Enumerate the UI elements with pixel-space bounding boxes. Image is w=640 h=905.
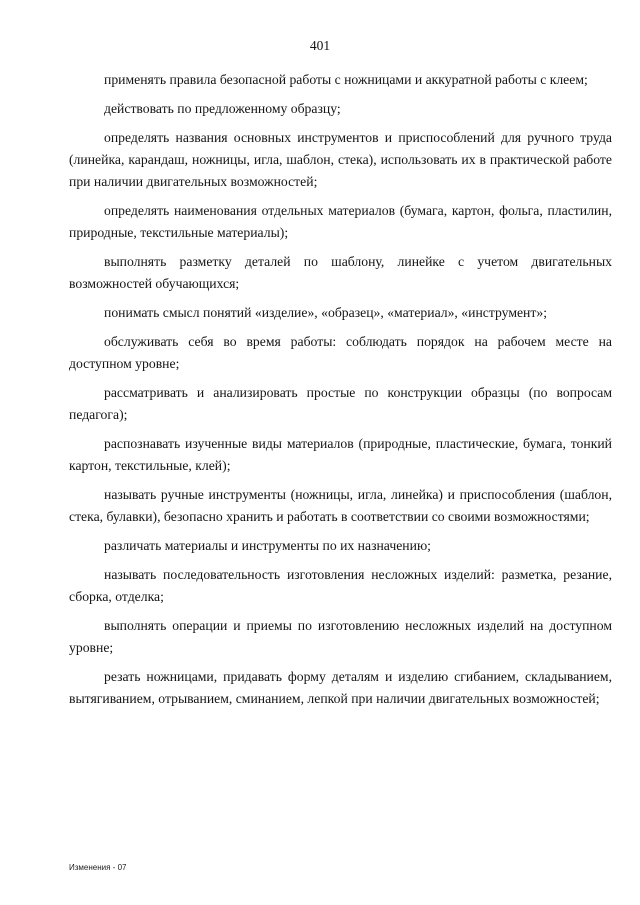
paragraph: различать материалы и инструменты по их назначению; bbox=[104, 538, 431, 553]
paragraph: называть ручные инструменты (ножницы, игла, линейка) и приспособления (шаблон, стека, булавки), безопасно хранить и работать в соответствии со своими возможностями; bbox=[69, 487, 612, 524]
paragraph: называть последовательность изготовления несложных изделий: разметка, резание, сборка, отделка; bbox=[69, 567, 612, 604]
paragraph: распознавать изученные виды материалов (природные, пластические, бумага, тонкий картон, текстильные, клей); bbox=[69, 436, 612, 473]
footer-revision: Изменения - 07 bbox=[69, 863, 127, 872]
page-number: 401 bbox=[309, 38, 331, 53]
body-text bbox=[69, 69, 612, 717]
paragraph: определять названия основных инструментов и приспособлений для ручного труда (линейка, карандаш, ножницы, игла, шаблон, стека), использовать их в практической работе при наличии двигательных возможностей; bbox=[69, 130, 612, 189]
paragraph: действовать по предложенному образцу; bbox=[104, 101, 341, 116]
paragraph: рассматривать и анализировать простые по конструкции образцы (по вопросам педагога); bbox=[69, 385, 612, 422]
paragraph: определять наименования отдельных материалов (бумага, картон, фольга, пластилин, природные, текстильные материалы); bbox=[69, 203, 612, 240]
paragraph: резать ножницами, придавать форму деталям и изделию сгибанием, складыванием, вытягиванием, отрыванием, сминанием, лепкой при наличии двигательных возможностей; bbox=[69, 669, 612, 706]
paragraph: выполнять операции и приемы по изготовлению несложных изделий на доступном уровне; bbox=[69, 618, 612, 655]
paragraph: выполнять разметку деталей по шаблону, линейке с учетом двигательных возможностей обучающихся; bbox=[69, 254, 612, 291]
paragraph: понимать смысл понятий «изделие», «образец», «материал», «инструмент»; bbox=[104, 305, 548, 320]
paragraph: обслуживать себя во время работы: соблюдать порядок на рабочем месте на доступном уровне; bbox=[69, 334, 612, 371]
paragraph: применять правила безопасной работы с ножницами и аккуратной работы с клеем; bbox=[104, 72, 588, 87]
